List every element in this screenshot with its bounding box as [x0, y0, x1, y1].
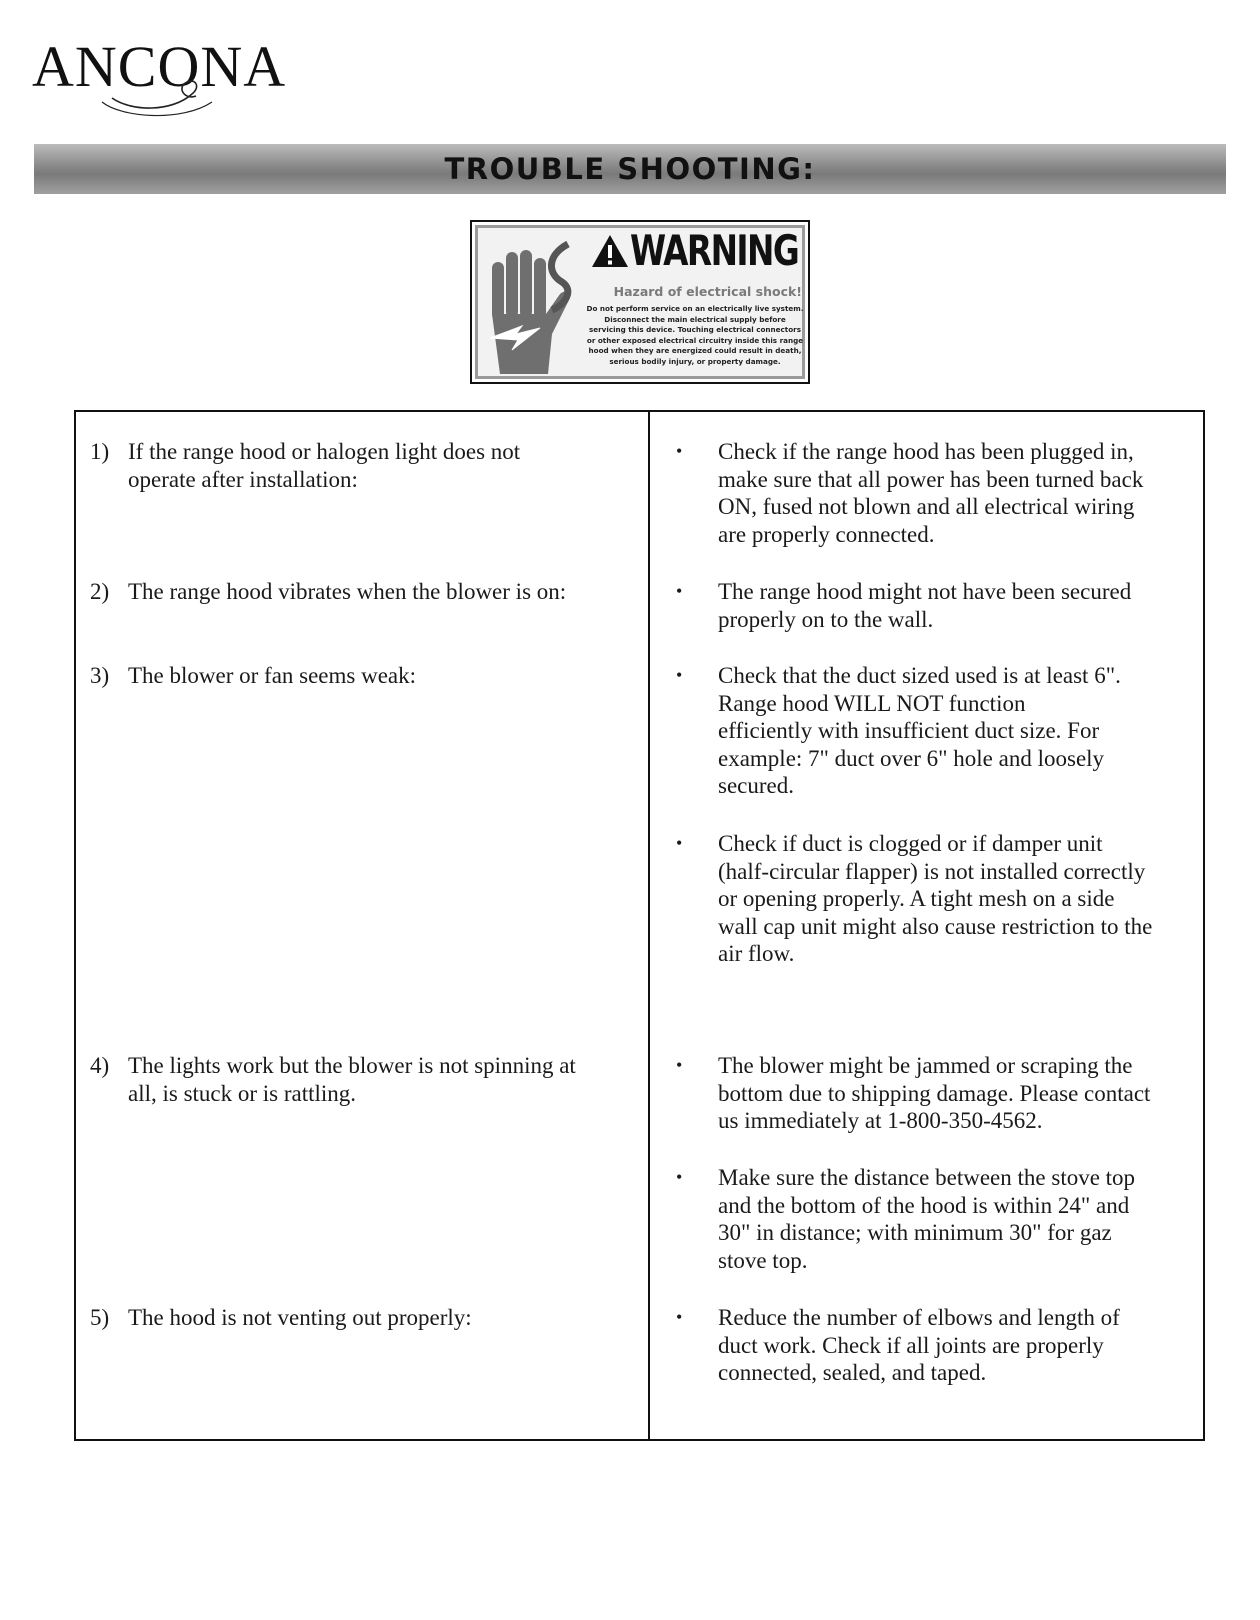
- bullet-icon: •: [676, 833, 683, 853]
- solution-item: [668, 1304, 1183, 1387]
- warning-label: [470, 220, 810, 384]
- warning-triangle-icon: [590, 233, 630, 269]
- logo-text: ANCONA: [32, 34, 287, 99]
- solution-item: [668, 1052, 1183, 1135]
- problem-number: 5): [90, 1305, 110, 1330]
- solution-text: Reduce the number of elbows and length of duct work. Check if all joints are properly connected, sealed, and taped.: [718, 1305, 1120, 1385]
- problem-number: 2): [90, 579, 110, 604]
- column-divider: [648, 412, 650, 1439]
- warning-subtitle: Hazard of electrical shock!: [613, 284, 802, 299]
- problem-number: 3): [90, 663, 110, 688]
- electric-shock-hand-icon: [482, 234, 582, 379]
- problem-number: 4): [90, 1053, 110, 1078]
- problem-item: [90, 578, 620, 606]
- solution-text: Check if duct is clogged or if damper unit (half-circular flapper) is not installed correctly or opening properly. A tight mesh on a side wall cap unit might also cause restriction to the air flow.: [718, 831, 1153, 966]
- problem-item: [90, 1052, 620, 1107]
- solution-text: Check if the range hood has been plugged in, make sure that all power has been turned back ON, fused not blown and all electrical wiring are properly connected.: [718, 439, 1144, 547]
- solution-item: [668, 830, 1183, 968]
- warning-body: Do not perform service on an electrically live system. Disconnect the main electrical supply before servicing this device. Touching electrical connectors or other exposed electrical circuitry inside this range hood when they are energized could result in death, serious bodily injury, or property damage.: [586, 304, 804, 366]
- bullet-icon: •: [676, 1167, 683, 1187]
- solution-text: The range hood might not have been secured properly on to the wall.: [718, 579, 1132, 632]
- troubleshooting-table: [74, 410, 1205, 1441]
- warning-word: WARNING: [630, 226, 799, 275]
- problem-text: The hood is not venting out properly:: [128, 1305, 472, 1330]
- bullet-icon: •: [676, 665, 683, 685]
- bullet-icon: •: [676, 441, 683, 461]
- problem-item: [90, 1304, 620, 1332]
- problem-text: The lights work but the blower is not spinning at all, is stuck or is rattling.: [128, 1053, 576, 1106]
- section-title-bar: [34, 144, 1226, 194]
- logo-swirl-icon: [62, 42, 242, 122]
- solution-text: Check that the duct sized used is at least 6". Range hood WILL NOT function efficiently with insufficient duct size. For example: 7" duct over 6" hole and loosely secured.: [718, 663, 1121, 798]
- solution-item: [668, 662, 1183, 800]
- bullet-icon: •: [676, 581, 683, 601]
- solution-text: The blower might be jammed or scraping the bottom due to shipping damage. Please contact us immediately at 1-800-350-4562.: [718, 1053, 1151, 1133]
- problem-number: 1): [90, 439, 110, 464]
- warning-panel: [475, 225, 805, 379]
- page-title: TROUBLE SHOOTING:: [444, 152, 816, 186]
- solution-text: Make sure the distance between the stove top and the bottom of the hood is within 24" and 30" in distance; with minimum 30" for gaz stove top.: [718, 1165, 1136, 1273]
- bullet-icon: •: [676, 1055, 683, 1075]
- problem-item: [90, 438, 620, 493]
- solution-item: [668, 438, 1183, 548]
- solution-item: [668, 578, 1183, 633]
- solution-item: [668, 1164, 1183, 1274]
- problem-item: [90, 662, 620, 690]
- problem-text: The range hood vibrates when the blower is on:: [128, 579, 567, 604]
- bullet-icon: •: [676, 1307, 683, 1327]
- problem-text: If the range hood or halogen light does not operate after installation:: [128, 439, 521, 492]
- problem-text: The blower or fan seems weak:: [128, 663, 417, 688]
- warning-heading: [590, 226, 846, 275]
